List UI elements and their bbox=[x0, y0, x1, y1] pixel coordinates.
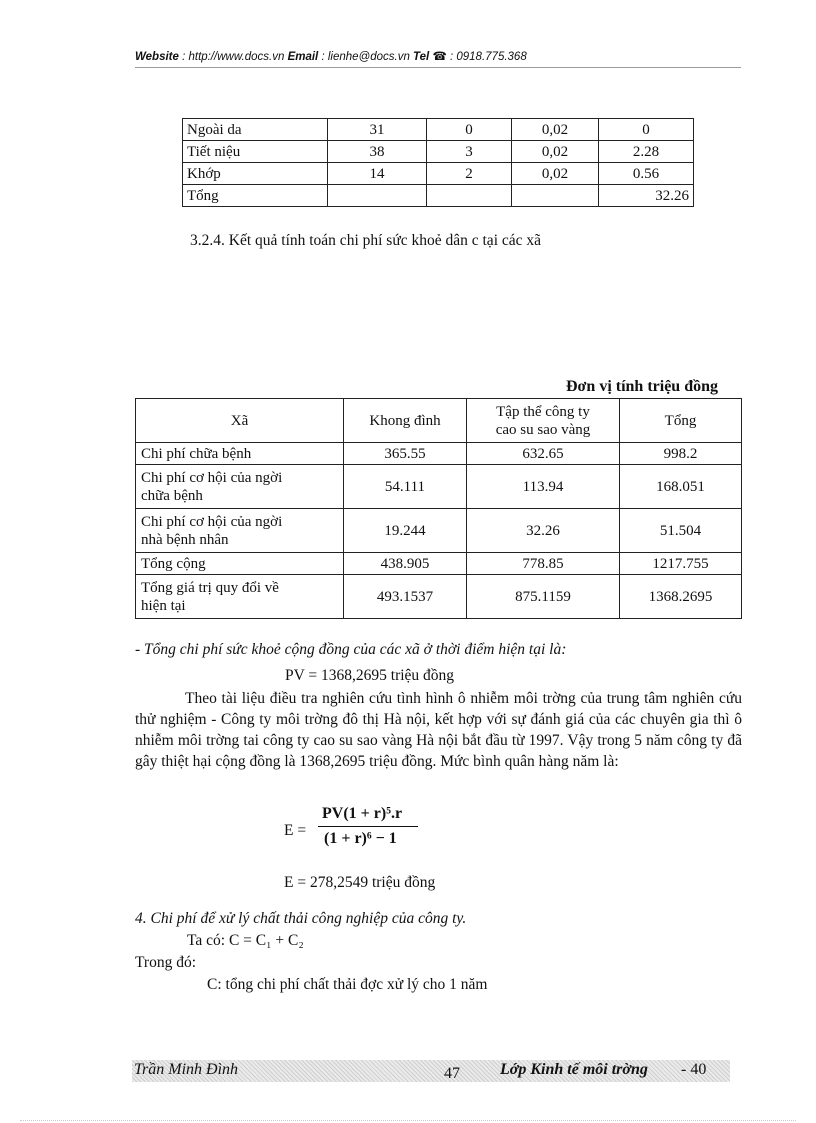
table-row bbox=[183, 119, 694, 141]
body-paragraph: Theo tài liệu điều tra nghiên cứu tình hình ô nhiễm môi trờng của trung tâm nghiên cứu thử nghiệm - Công ty môi trờng đô thị Hà nội, kết hợp với sự đánh giá của các chuyên gia thì ô nhiễm môi trờng tai công ty cao su sao vàng Hà nội bắt đầu từ 1997. Vậy trong 5 năm công ty đã gây thiệt hại cộng đồng là 1368,2695 triệu đồng. Mức bình quân hàng năm là: bbox=[135, 690, 742, 770]
table-row bbox=[136, 509, 742, 553]
table-cell: 1368.2695 bbox=[620, 575, 742, 619]
formula-lhs: E = bbox=[284, 822, 307, 839]
table-cell: 3 bbox=[427, 141, 512, 163]
formula-denominator: (1 + r)⁶ − 1 bbox=[324, 830, 397, 847]
footer-class-number: - 40 bbox=[681, 1061, 707, 1078]
table-cell: 31 bbox=[328, 119, 427, 141]
website-value[interactable]: : http://www.docs.vn bbox=[182, 51, 285, 63]
table-cell: Ngoài da bbox=[183, 119, 328, 141]
trong-do-line: Trong đó: bbox=[135, 954, 197, 971]
c-definition: C: tổng chi phí chất thải đợc xử lý cho 1 năm bbox=[207, 976, 488, 993]
cell-line: Tổng giá trị quy đổi về bbox=[141, 579, 279, 596]
table-cell: Tổng bbox=[183, 185, 328, 207]
ta-co-line: Ta có: C = C₁ + C₂ bbox=[187, 932, 304, 949]
intro-text: - Tổng chi phí sức khoẻ cộng đồng của các xã ở thời điểm hiện tại là: bbox=[135, 641, 567, 658]
table-cell: Tổng cộng bbox=[136, 553, 344, 575]
formula-numerator: PV(1 + r)⁵.r bbox=[322, 805, 403, 822]
table-cell: 38 bbox=[328, 141, 427, 163]
table-cell: 54.111 bbox=[344, 465, 467, 509]
table-cell: 113.94 bbox=[467, 465, 620, 509]
table-row bbox=[183, 185, 694, 207]
pv-line: PV = 1368,2695 triệu đồng bbox=[285, 667, 455, 684]
website-label: Website bbox=[135, 51, 179, 63]
table-cell: 2.28 bbox=[599, 141, 694, 163]
cell-line: Chi phí cơ hội của ngời bbox=[141, 513, 283, 530]
phone-icon: ☎ bbox=[432, 51, 447, 63]
table-row bbox=[136, 575, 742, 619]
table-cell: 438.905 bbox=[344, 553, 467, 575]
table-cell bbox=[427, 185, 512, 207]
unit-label: Đơn vị tính triệu đồng bbox=[566, 378, 718, 395]
column-header: Khong đình bbox=[344, 399, 467, 443]
header-line: cao su sao vàng bbox=[495, 421, 591, 438]
table-cell: 365.55 bbox=[344, 443, 467, 465]
table-cell: 0.56 bbox=[599, 163, 694, 185]
table-cell: 0,02 bbox=[512, 163, 599, 185]
footer-author: Trần Minh Đình bbox=[134, 1061, 239, 1078]
section-heading: 3.2.4. Kết quả tính toán chi phí sức khoẻ dân c tại các xã bbox=[190, 232, 542, 249]
table-cell: 1217.755 bbox=[620, 553, 742, 575]
table-cell: 632.65 bbox=[467, 443, 620, 465]
tel-value: : 0918.775.368 bbox=[449, 51, 527, 63]
table-cell: 778.85 bbox=[467, 553, 620, 575]
table-cell: 0,02 bbox=[512, 119, 599, 141]
table-cell: 0 bbox=[427, 119, 512, 141]
table-cell: 0 bbox=[599, 119, 694, 141]
table-cell: 19.244 bbox=[344, 509, 467, 553]
cell-line: hiện tại bbox=[141, 597, 186, 614]
page-number: 47 bbox=[444, 1065, 460, 1082]
page-footer bbox=[132, 1060, 730, 1082]
section-4-heading: 4. Chi phí để xử lý chất thải công nghiệp của công ty. bbox=[135, 910, 467, 927]
table-cell bbox=[136, 575, 344, 619]
fraction-bar bbox=[318, 826, 418, 827]
email-value[interactable]: : lienhe@docs.vn bbox=[321, 51, 410, 63]
table-cell: Tiết niệu bbox=[183, 141, 328, 163]
table-cell: 0,02 bbox=[512, 141, 599, 163]
bottom-divider bbox=[20, 1120, 796, 1121]
table-cell: 493.1537 bbox=[344, 575, 467, 619]
table-cell: 875.1159 bbox=[467, 575, 620, 619]
e-result: E = 278,2549 triệu đồng bbox=[284, 874, 436, 891]
email-label: Email bbox=[287, 51, 319, 63]
page-header bbox=[135, 49, 741, 68]
table-row bbox=[136, 465, 742, 509]
table-header-row bbox=[136, 399, 742, 443]
column-header: Tổng bbox=[620, 399, 742, 443]
table-cell bbox=[136, 509, 344, 553]
health-cost-table bbox=[135, 398, 742, 619]
table-cell: 168.051 bbox=[620, 465, 742, 509]
table-cell bbox=[512, 185, 599, 207]
table-cell: 998.2 bbox=[620, 443, 742, 465]
table-row bbox=[136, 443, 742, 465]
cell-line: Chi phí cơ hội của ngời bbox=[141, 469, 283, 486]
table-cell: 32.26 bbox=[467, 509, 620, 553]
table-row bbox=[183, 163, 694, 185]
formula-fraction bbox=[318, 805, 418, 848]
column-header: Xã bbox=[136, 399, 344, 443]
column-header bbox=[467, 399, 620, 443]
footer-class-name: Lớp Kinh tế môi trờng bbox=[500, 1061, 648, 1078]
cell-line: nhà bệnh nhân bbox=[141, 531, 229, 548]
table-row bbox=[136, 553, 742, 575]
table-cell bbox=[136, 465, 344, 509]
table-cell: 32.26 bbox=[599, 185, 694, 207]
table-cell bbox=[328, 185, 427, 207]
table-cell: Chi phí chữa bệnh bbox=[136, 443, 344, 465]
header-line: Tập thể công ty bbox=[496, 403, 590, 420]
tel-label: Tel bbox=[413, 51, 430, 63]
table-cell: 51.504 bbox=[620, 509, 742, 553]
disease-cost-table bbox=[182, 118, 694, 207]
table-row bbox=[183, 141, 694, 163]
table-cell: 14 bbox=[328, 163, 427, 185]
table-cell: Khớp bbox=[183, 163, 328, 185]
table-cell: 2 bbox=[427, 163, 512, 185]
cell-line: chữa bệnh bbox=[141, 487, 203, 504]
